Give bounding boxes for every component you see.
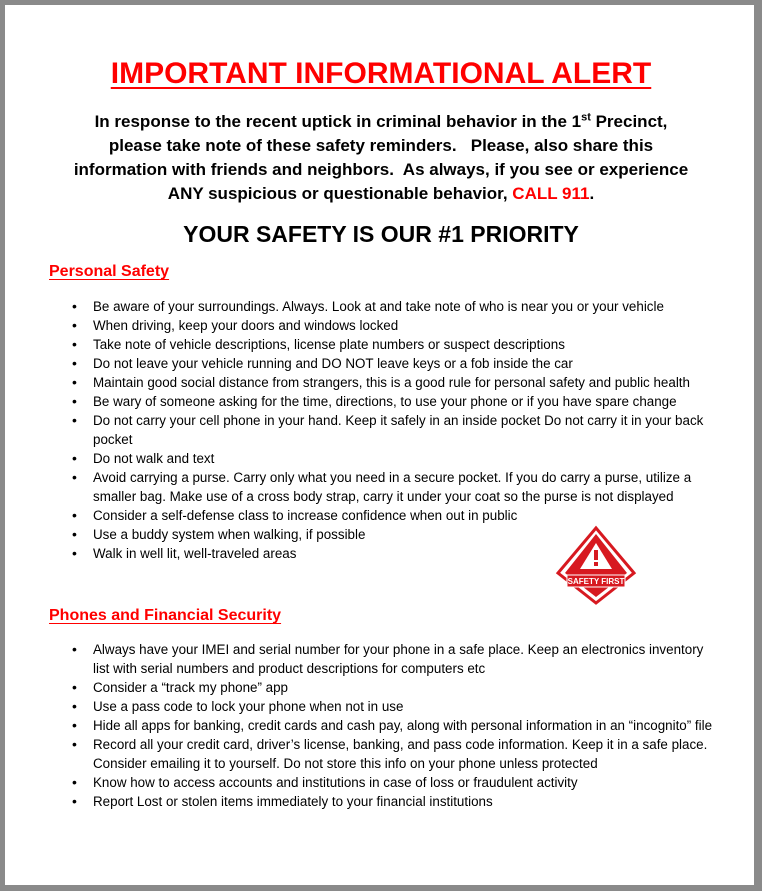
- intro-line-1: [5, 110, 754, 134]
- list-item: • Take note of vehicle descriptions, license plate numbers or suspect descriptions: [5, 335, 718, 354]
- intro-line-3: information with friends and neighbors. As always, if you see or experience: [73, 160, 689, 179]
- document-page: [5, 5, 754, 885]
- alert-title: IMPORTANT INFORMATIONAL ALERT: [110, 57, 652, 90]
- ordinal-suffix: st: [581, 111, 591, 124]
- priority-heading: YOUR SAFETY IS OUR #1 PRIORITY: [183, 221, 579, 247]
- intro-line-1-end: Precinct,: [590, 112, 668, 131]
- list-item: • Avoid carrying a purse. Carry only what you need in a secure pocket. If you do carry a purse, utilize a smaller bag. Make use of a cross body strap, carry it under your coat so the purse is not displayed: [5, 468, 718, 506]
- badge-text: SAFETY FIRST: [567, 577, 625, 586]
- list-item: • Consider a self-defense class to increase confidence when out in public: [5, 506, 718, 525]
- list-item: • Use a pass code to lock your phone when not in use: [5, 697, 718, 716]
- list-item: • Do not carry your cell phone in your hand. Keep it safely in an inside pocket Do not carry it in your back pocket: [5, 411, 718, 449]
- list-item: • Consider a “track my phone” app: [5, 678, 718, 697]
- list-item: • Do not walk and text: [5, 449, 718, 468]
- badge-exclamation-dot: [594, 562, 598, 566]
- intro-line-2: please take note of these safety reminders. Please, also share this: [108, 136, 654, 155]
- list-item: • Be aware of your surroundings. Always. Look at and take note of who is near you or your vehicle: [5, 297, 718, 316]
- list-item: • Maintain good social distance from strangers, this is a good rule for personal safety and public health: [5, 373, 718, 392]
- safety-first-badge: [554, 525, 638, 607]
- intro-line-4-text: ANY suspicious or questionable behavior,: [167, 184, 513, 203]
- intro-line-4: [5, 182, 754, 206]
- list-item: • Be wary of someone asking for the time, directions, to use your phone or if you have spare change: [5, 392, 718, 411]
- list-item: • Hide all apps for banking, credit cards and cash pay, along with personal information in an “incognito” file: [5, 716, 718, 735]
- list-item: • Always have your IMEI and serial number for your phone in a safe place. Keep an electronics inventory list with serial numbers and product descriptions for computers etc: [5, 640, 718, 678]
- phones-security-list: [5, 640, 718, 811]
- intro-line-4-end: .: [589, 184, 595, 203]
- list-item: • When driving, keep your doors and windows locked: [5, 316, 718, 335]
- intro-line-1-text: In response to the recent uptick in criminal behavior in the 1: [94, 112, 582, 131]
- personal-safety-heading: Personal Safety: [49, 263, 170, 280]
- personal-safety-list: [5, 297, 718, 563]
- list-item: • Walk in well lit, well-traveled areas: [5, 544, 718, 563]
- badge-exclamation-bar: [594, 550, 598, 560]
- list-item: • Use a buddy system when walking, if possible: [5, 525, 718, 544]
- intro-paragraph: [5, 110, 754, 206]
- list-item: • Know how to access accounts and institutions in case of loss or fraudulent activity: [5, 773, 718, 792]
- list-item: • Report Lost or stolen items immediately to your financial institutions: [5, 792, 718, 811]
- list-item: • Record all your credit card, driver’s license, banking, and pass code information. Keep it in a safe place. Consider emailing it to yourself. Do not store this info on your phone unless protected: [5, 735, 718, 773]
- call-911-text: CALL 911: [512, 184, 590, 203]
- list-item: • Do not leave your vehicle running and DO NOT leave keys or a fob inside the car: [5, 354, 718, 373]
- phones-security-heading: Phones and Financial Security: [49, 607, 282, 624]
